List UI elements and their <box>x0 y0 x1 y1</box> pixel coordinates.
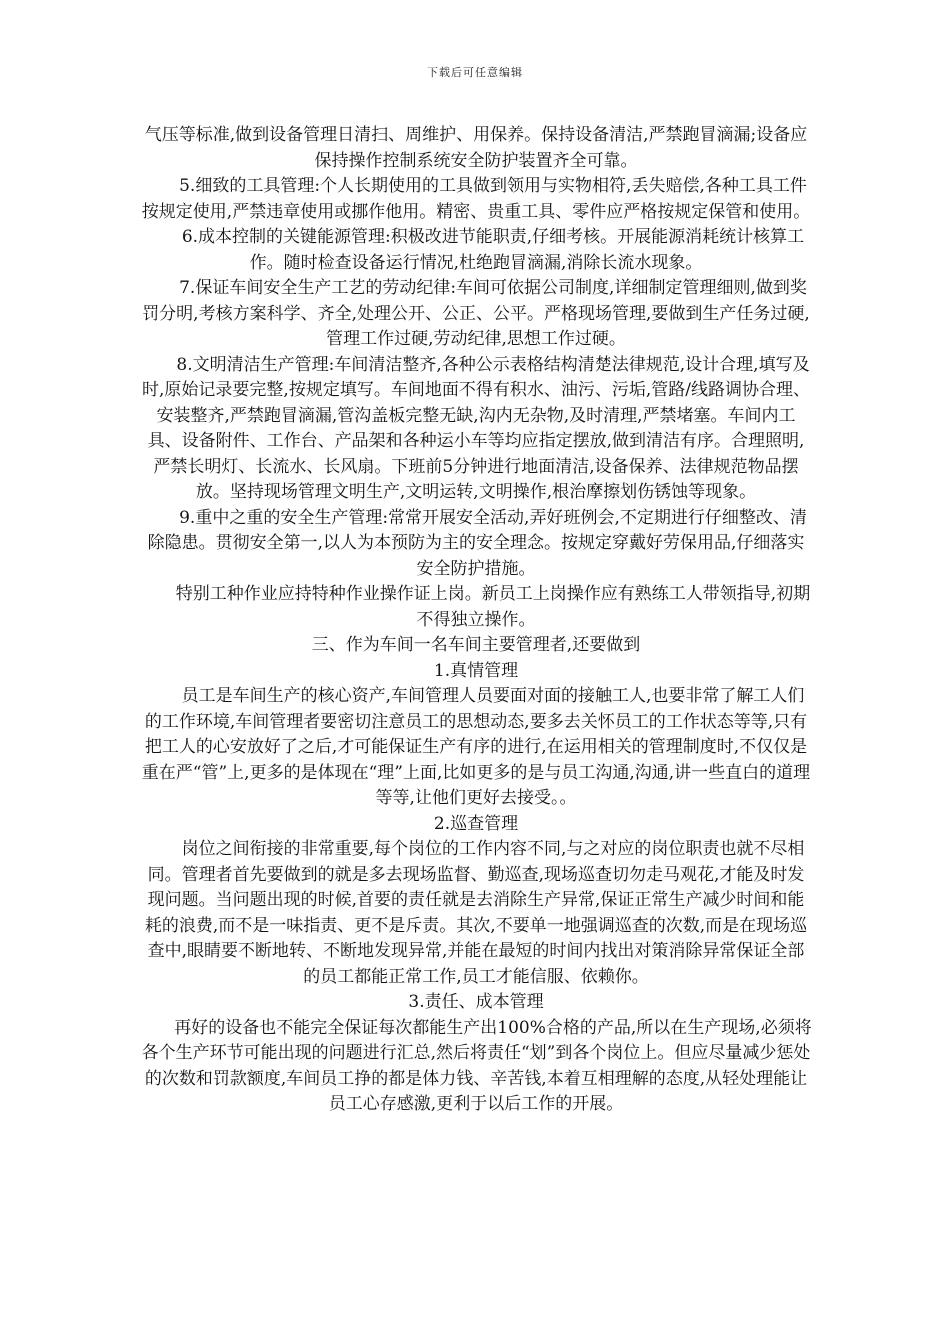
paragraph-clean-production: 8.文明清洁生产管理:车间清洁整齐,各种公示表格结构清楚法律规范,设计合理,填写及时,原始记录要完整,按规定填写。车间地面不得有积水、油污、污垢,管路/线路调协合理、安装整齐,严禁跑冒滴漏,管沟盖板完整无缺,沟内无杂物,及时清理,严禁堵塞。车间内工具、设备附件、工作台、产品架和各种运小车等均应指定摆放,做到清洁有序。合理照明,严禁长明灯、长流水、长风扇。下班前5分钟进行地面清洁,设备保养、法律规范物品摆放。坚持现场管理文明生产,文明运转,文明操作,根治摩擦划伤锈蚀等现象。 <box>142 354 810 502</box>
subheading-patrol-management: 2.巡查管理 <box>433 813 519 834</box>
paragraph-labor-discipline: 7.保证车间安全生产工艺的劳动纪律:车间可依据公司制度,详细制定管理细则,做到奖罚分明,考核方案科学、齐全,处理公开、公正、公平。严格现场管理,要做到生产任务过硬,管理工作过硬,劳动纪律,思想工作过硬。 <box>142 278 810 349</box>
paragraph-tool-management: 5.细致的工具管理:个人长期使用的工具做到领用与实物相符,丢失赔偿,各种工具工件按规定使用,严禁违章使用或挪作他用。精密、贵重工具、零件应严格按规定保管和使用。 <box>141 176 811 222</box>
paragraph-sincere-management: 员工是车间生产的核心资产,车间管理人员要面对面的接触工人,也要非常了解工人们的工作环境,车间管理者要密切注意员工的思想动态,要多去关怀员工的工作状态等等,只有把工人的心安放好了之后,才可能保证生产有序的进行,在运用相关的管理制度时,不仅仅是重在严“管”上,更多的是体现在“理”上面,比如更多的是与员工沟通,沟通,讲一些直白的道理等等,让他们更好去接受。。 <box>141 686 811 808</box>
paragraph-responsibility-cost: 再好的设备也不能完全保证每次都能生产出100%合格的产品,所以在生产现场,必须将各个生产环节可能出现的问题进行汇总,然后将责任“划”到各个岗位上。但应尽量减少惩处的次数和罚款额度,车间员工挣的都是体力钱、辛苦钱,本着互相理解的态度,从轻处理能让员工心存感激,更利于以后工作的开展。 <box>141 1017 812 1114</box>
paragraph-safety-management: 9.重中之重的安全生产管理:常常开展安全活动,弄好班例会,不定期进行仔细整改、清除隐患。贯彻安全第一,以人为本预防为主的安全理念。按规定穿戴好劳保用品,仔细落实安全防护措施。 <box>147 507 807 579</box>
page-header: 下载后可任意编辑 <box>427 66 523 79</box>
paragraph-special-work: 特别工种作业应持特种作业操作证上岗。新员工上岗操作应有熟练工人带领指导,初期不得独立操作。 <box>175 584 811 630</box>
paragraph-energy-management: 6.成本控制的关键能源管理:积极改进节能职责,仔细考核。开展能源消耗统计核算工作。随时检查设备运行情况,杜绝跑冒滴漏,消除长流水现象。 <box>181 227 805 273</box>
document-body <box>140 123 812 1118</box>
section-heading-manager: 三、作为车间一名车间主要管理者,还要做到 <box>311 635 641 655</box>
subheading-sincere-management: 1.真情管理 <box>433 660 519 681</box>
subheading-responsibility-cost: 3.责任、成本管理 <box>408 992 544 1012</box>
paragraph-patrol-management: 岗位之间衔接的非常重要,每个岗位的工作内容不同,与之对应的岗位职责也就不尽相同。管理者首先要做到的就是多去现场监督、勤巡查,现场巡查切勿走马观花,才能及时发现问题。当问题出现的时候,首要的责任就是去消除生产异常,保证正常生产减少时间和能耗的浪费,而不是一味指责、更不是斥责。其次,不要单一地强调巡查的次数,而是在现场巡查中,眼睛要不断地转、不断地发现异常,并能在最短的时间内找出对策消除异常保证全部的员工都能正常工作,员工才能信服、依赖你。 <box>144 839 808 987</box>
paragraph-equipment-continued: 气压等标准,做到设备管理日清扫、周维护、用保养。保持设备清洁,严禁跑冒滴漏;设备应保持操作控制系统安全防护装置齐全可靠。 <box>144 125 808 171</box>
